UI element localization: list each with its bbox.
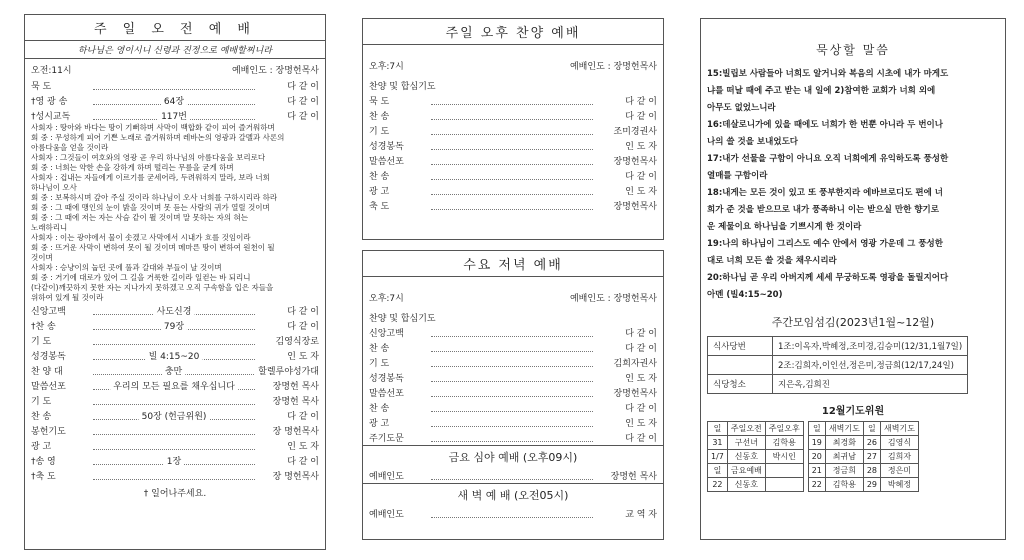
wednesday-leader: 예배인도 : 장명헌목사	[569, 294, 657, 304]
order-row	[25, 348, 325, 363]
order-detail: 사도신경	[154, 304, 195, 317]
prayer-tables	[701, 421, 1005, 492]
prayer-cell	[765, 478, 803, 492]
morning-order-bottom	[25, 303, 325, 483]
prayer-cell: 26	[863, 436, 880, 450]
responsive-line: 아름다움을 얻을 것이라	[31, 143, 109, 152]
responsive-line: 회 중 : 뜨거운 사막이 변하여 못이 될 것이며 메마른 땅이 변하여 원천이 될	[31, 243, 275, 252]
prayer-cell: 김학용	[765, 436, 803, 450]
order-value: 다 같 이	[625, 344, 657, 354]
prayer-cell: 21	[808, 464, 825, 478]
dawn-value: 교 역 자	[625, 510, 657, 520]
friday-dots	[431, 472, 593, 480]
order-row	[25, 393, 325, 408]
responsive-line: 회 중 : 너희는 약한 손을 강하게 하며 떨리는 무릎을 굳게 하며	[31, 163, 234, 172]
order-label: 신앙고백	[31, 307, 66, 317]
order-label: 주기도문	[369, 434, 404, 444]
prayer-header: 일	[863, 422, 880, 436]
order-label: †송 영	[31, 457, 56, 467]
order-value: 다 같 이	[287, 457, 319, 467]
verse-line: 아멘 (빌4:15~20)	[707, 290, 783, 300]
responsive-reading	[25, 123, 325, 303]
order-detail: 1장	[164, 454, 184, 467]
order-value: 장 명헌목사	[272, 472, 319, 482]
afternoon-service-panel	[362, 18, 664, 240]
schedule-table	[707, 336, 968, 394]
prayer-cell: 김학용	[825, 478, 863, 492]
prayer-cell: 구선녀	[727, 436, 765, 450]
responsive-line: 사회자 : 이는 광야에서 물이 솟겠고 사막에서 시내가 흐를 것임이라	[31, 233, 251, 242]
order-row	[25, 453, 325, 468]
wednesday-info	[363, 277, 663, 306]
order-dots	[431, 404, 593, 412]
order-label: 말씀선포	[369, 157, 404, 167]
afternoon-leader: 예배인도 : 장명헌목사	[569, 62, 657, 72]
order-value: 다 같 이	[287, 322, 319, 332]
verse-line: 18:내게는 모든 것이 있고 또 풍부한지라 에바브로디도 편에 너	[707, 188, 943, 198]
order-detail: 64장	[161, 94, 187, 107]
order-dots	[93, 427, 255, 435]
prayer-cell: 신동호	[727, 450, 765, 464]
order-row	[363, 168, 663, 183]
prayer-header: 일	[708, 422, 728, 436]
prayer-cell: 최경화	[825, 436, 863, 450]
order-label: 광 고	[369, 419, 390, 429]
prayer-header: 일	[808, 422, 825, 436]
order-label: 찬 양 대	[31, 367, 63, 377]
order-row	[25, 438, 325, 453]
order-row	[363, 153, 663, 168]
order-dots	[431, 434, 593, 442]
order-label: 찬 송	[369, 112, 390, 122]
schedule-row	[708, 356, 968, 375]
friday-title: 금요 심야 예배 (오후09시)	[448, 451, 578, 464]
order-dots	[431, 329, 593, 337]
order-row	[363, 183, 663, 198]
order-dots	[93, 112, 255, 120]
order-value: 인 도 자	[625, 187, 657, 197]
dawn-row	[363, 506, 663, 521]
morning-order-top	[25, 78, 325, 123]
schedule-row	[708, 375, 968, 394]
responsive-line: 회 중 : 무성하게 피어 기쁜 노래로 즐거워하며 레바논의 영광과 갈멜과 사론의	[31, 133, 285, 142]
meditation-title: 묵상할 말씀	[816, 43, 890, 57]
order-dots	[431, 97, 593, 105]
order-label: 광 고	[369, 187, 390, 197]
prayer-cell: 29	[863, 478, 880, 492]
prayer-cell: 신동호	[727, 478, 765, 492]
order-dots	[93, 367, 254, 375]
order-label: 찬 송	[369, 404, 390, 414]
order-row	[25, 93, 325, 108]
afternoon-title: 주일 오후 찬양 예배	[363, 19, 663, 45]
order-dots	[431, 172, 593, 180]
morning-service-panel	[24, 14, 326, 550]
order-value: 인 도 자	[625, 142, 657, 152]
prayer-cell: 20	[808, 450, 825, 464]
order-row	[363, 385, 663, 400]
dawn-label: 예배인도	[369, 510, 404, 520]
order-label: 묵 도	[31, 82, 52, 92]
order-dots	[431, 142, 593, 150]
order-row	[363, 198, 663, 213]
order-dots	[93, 397, 255, 405]
order-dots	[431, 359, 593, 367]
prayer-header: 새벽기도	[825, 422, 863, 436]
stand-note: † 일어나주세요.	[143, 489, 207, 499]
order-dots	[431, 187, 593, 195]
prayer-cell: 31	[708, 436, 728, 450]
order-detail: 79장	[161, 319, 187, 332]
order-dots	[93, 82, 255, 90]
verse-line: 15:빌립보 사람들아 너희도 알거니와 복음의 시초에 내가 마게도	[707, 69, 949, 79]
responsive-line: 회 중 : 보복하시며 갚아 주실 것이라 하나님이 오사 너희를 구하시리라 하라	[31, 193, 278, 202]
order-dots	[431, 344, 593, 352]
order-value: 다 같 이	[287, 82, 319, 92]
friday-value: 장명헌 목사	[610, 472, 657, 482]
order-value: 인 도 자	[625, 419, 657, 429]
order-value: 다 같 이	[625, 434, 657, 444]
dawn-title: 새 벽 예 배 (오전05시)	[457, 489, 569, 502]
prayer-cell: 19	[808, 436, 825, 450]
friday-row	[363, 468, 663, 483]
order-dots	[431, 157, 593, 165]
friday-service	[363, 445, 663, 483]
prayer-cell: 김희자	[881, 450, 919, 464]
order-value: 김영식장로	[275, 337, 319, 347]
order-row	[25, 318, 325, 333]
schedule-row	[708, 337, 968, 356]
order-dots	[431, 389, 593, 397]
friday-label: 예배인도	[369, 472, 404, 482]
wednesday-section-label: 찬양 및 합심기도	[369, 314, 436, 324]
order-label: 기 도	[369, 359, 390, 369]
order-dots	[93, 337, 255, 345]
order-dots	[93, 457, 255, 465]
order-label: †찬 송	[31, 322, 56, 332]
order-row	[363, 355, 663, 370]
wednesday-title: 수요 저녁 예배	[363, 251, 663, 277]
order-dots	[93, 442, 255, 450]
order-dots	[431, 202, 593, 210]
verse-line: 냐를 떠날 때에 주고 받는 내 일에 2)참여한 교회가 너희 외에	[707, 86, 936, 96]
prayer-table-left	[707, 421, 804, 492]
prayer-header: 주일오전	[727, 422, 765, 436]
order-label: 찬 송	[369, 344, 390, 354]
order-row	[363, 108, 663, 123]
order-row	[363, 370, 663, 385]
order-label: 광 고	[31, 442, 52, 452]
morning-time: 오전:11시	[31, 66, 72, 76]
schedule-label: 식사당번	[708, 337, 773, 356]
order-value: 인 도 자	[625, 374, 657, 384]
order-row	[363, 415, 663, 430]
order-label: 묵 도	[369, 97, 390, 107]
verse-line: 17:내가 선물을 구함이 아니요 오직 너희에게 유익하도록 풍성한	[707, 154, 949, 164]
schedule-value: 1조:이옥자,박혜정,조미경,김승미(12/31,1월7일)	[773, 337, 968, 356]
afternoon-section-label: 찬양 및 합심기도	[369, 82, 436, 92]
morning-info	[25, 59, 325, 78]
prayer-cell: 박혜정	[881, 478, 919, 492]
order-dots	[93, 382, 255, 390]
order-label: 봉헌기도	[31, 427, 66, 437]
afternoon-section	[363, 78, 663, 93]
schedule-label: 식당청소	[708, 375, 773, 394]
order-value: 장명헌목사	[613, 389, 657, 399]
order-row	[363, 138, 663, 153]
meditation-verses	[701, 66, 1005, 304]
prayer-title: 12월기도위원	[821, 406, 885, 417]
responsive-line: 사회자 : 승냥이의 눕던 곳에 풀과 갈대와 부들이 날 것이며	[31, 263, 222, 272]
responsive-line: 것이며	[31, 253, 53, 262]
prayer-cell: 일	[708, 464, 728, 478]
prayer-cell: 정은미	[881, 464, 919, 478]
order-value: 다 같 이	[287, 307, 319, 317]
responsive-line: 사회자 : 겁내는 자들에게 이르기를 굳세어라, 두려워하지 말라, 보라 너희	[31, 173, 270, 182]
order-detail: 빌 4:15~20	[146, 349, 203, 362]
order-value: 다 같 이	[287, 412, 319, 422]
order-dots	[93, 412, 255, 420]
dawn-dots	[431, 510, 593, 518]
order-value: 다 같 이	[287, 97, 319, 107]
prayer-cell: 1/7	[708, 450, 728, 464]
responsive-line: (다같이)깨끗하지 못한 자는 지나가지 못하겠고 오직 구속함을 입은 자들을	[31, 283, 274, 292]
order-value: 다 같 이	[625, 97, 657, 107]
order-value: 다 같 이	[625, 329, 657, 339]
afternoon-time: 오후:7시	[369, 62, 404, 72]
prayer-table-right	[808, 421, 919, 492]
order-label: 성경봉독	[369, 142, 404, 152]
order-value: 장명헌 목사	[272, 397, 319, 407]
order-value: 장명헌 목사	[272, 382, 319, 392]
order-label: 말씀선포	[369, 389, 404, 399]
verse-line: 운 제물이요 하나님을 기쁘시게 한 것이라	[707, 222, 862, 232]
order-value: 장 명헌목사	[272, 427, 319, 437]
order-label: 기 도	[369, 127, 390, 137]
verse-line: 열매를 구함이라	[707, 171, 768, 181]
order-dots	[93, 307, 255, 315]
order-row	[25, 408, 325, 423]
morning-subtitle: 하나님은 영이시니 신령과 진정으로 예배할찌니라	[25, 41, 325, 59]
order-label: †축 도	[31, 472, 56, 482]
order-value: 인 도 자	[287, 352, 319, 362]
order-value: 다 같 이	[625, 404, 657, 414]
prayer-cell: 정금희	[825, 464, 863, 478]
order-label: 축 도	[369, 202, 390, 212]
order-label: 말씀선포	[31, 382, 66, 392]
order-dots	[431, 127, 593, 135]
order-dots	[431, 374, 593, 382]
wednesday-service-panel	[362, 250, 664, 540]
order-value: 조미경권사	[613, 127, 657, 137]
order-row	[25, 363, 325, 378]
responsive-line: 위하여 있게 될 것이라	[31, 293, 104, 302]
order-label: 기 도	[31, 397, 52, 407]
verse-line: 19:나의 하나님이 그리스도 예수 안에서 영광 가운데 그 풍성한	[707, 239, 943, 249]
order-dots	[93, 97, 255, 105]
order-value: 장명헌목사	[613, 202, 657, 212]
verse-line: 대로 너희 모든 쓸 것을 채우시리라	[707, 256, 837, 266]
order-detail: 충만	[162, 364, 185, 377]
verse-line: 아무도 없었느니라	[707, 103, 776, 113]
responsive-line: 사회자 : 그것들이 여호와의 영광 곧 우리 하나님의 아름다움을 보리로다	[31, 153, 266, 162]
afternoon-info	[363, 45, 663, 74]
morning-title: 주 일 오 전 예 배	[25, 15, 325, 41]
prayer-header: 주일오후	[765, 422, 803, 436]
order-dots	[93, 352, 255, 360]
responsive-line: 회 중 : 그 때에 맹인의 눈이 밝을 것이며 못 듣는 사람의 귀가 열릴 것이며	[31, 203, 270, 212]
order-label: †성시교독	[31, 112, 71, 122]
order-value: 다 같 이	[625, 112, 657, 122]
order-label: 성경봉독	[369, 374, 404, 384]
prayer-header: 새벽기도	[881, 422, 919, 436]
verse-line: 희가 준 것을 받으므로 내가 풍족하니 이는 받으실 만한 향기로	[707, 205, 939, 215]
order-value: 다 같 이	[625, 172, 657, 182]
verse-line: 16:데살로니가에 있을 때에도 너희가 한 번뿐 아니라 두 번이나	[707, 120, 943, 130]
order-row	[25, 378, 325, 393]
order-row	[25, 78, 325, 93]
wednesday-section	[363, 310, 663, 325]
order-detail: 117번	[158, 109, 190, 122]
prayer-cell	[765, 464, 803, 478]
wednesday-order	[363, 325, 663, 445]
responsive-line: 회 중 : 거기에 대로가 있어 그 길을 거룩한 길이라 일컫는 바 되리니	[31, 273, 251, 282]
order-row	[363, 340, 663, 355]
order-value: 김희자권사	[613, 359, 657, 369]
verse-line: 20:하나님 곧 우리 아버지께 세세 무궁하도록 영광을 돌릴지어다	[707, 273, 949, 283]
verse-line: 나의 쓸 것을 보내었도다	[707, 137, 798, 147]
schedule-title: 주간모임섬김(2023년1월~12월)	[771, 316, 935, 329]
order-row	[363, 325, 663, 340]
prayer-cell: 22	[808, 478, 825, 492]
order-label: 성경봉독	[31, 352, 66, 362]
prayer-cell: 김영식	[881, 436, 919, 450]
responsive-line: 사회자 : 땅아와 바다는 땅이 기뻐하며 사막이 백합화 같이 피어 즐거워하며	[31, 123, 275, 132]
schedule-value: 지은옥,김희진	[773, 375, 968, 394]
order-row	[25, 108, 325, 123]
responsive-line: 하나님이 오사	[31, 183, 77, 192]
order-value: 장명헌목사	[613, 157, 657, 167]
prayer-cell: 최귀남	[825, 450, 863, 464]
prayer-cell: 22	[708, 478, 728, 492]
order-dots	[93, 472, 255, 480]
order-row	[363, 123, 663, 138]
order-label: 기 도	[31, 337, 52, 347]
morning-leader: 예배인도 : 장명헌목사	[231, 66, 319, 76]
order-dots	[431, 419, 593, 427]
order-row	[363, 430, 663, 445]
prayer-cell: 금요예배	[727, 464, 765, 478]
order-label: 찬 송	[369, 172, 390, 182]
prayer-cell: 28	[863, 464, 880, 478]
dawn-service	[363, 483, 663, 521]
afternoon-order	[363, 93, 663, 213]
order-row	[363, 93, 663, 108]
order-value: 다 같 이	[287, 112, 319, 122]
order-label: 찬 송	[31, 412, 52, 422]
responsive-line: 회 중 : 그 때에 저는 자는 사슴 같이 뛸 것이며 말 못하는 자의 혀는	[31, 213, 249, 222]
prayer-cell: 박시인	[765, 450, 803, 464]
order-value: 인 도 자	[287, 442, 319, 452]
meditation-panel	[700, 18, 1006, 540]
responsive-line: 노래하리니	[31, 223, 68, 232]
order-detail: 우리의 모든 필요를 채우십니다	[110, 379, 238, 392]
order-row	[25, 333, 325, 348]
wednesday-time: 오후:7시	[369, 294, 404, 304]
order-row	[25, 468, 325, 483]
order-value: 할렐루야성가대	[258, 367, 319, 377]
order-dots	[93, 322, 255, 330]
order-row	[363, 400, 663, 415]
order-detail: 50장 (헌금위원)	[139, 409, 210, 422]
prayer-cell: 27	[863, 450, 880, 464]
order-label: †영 광 송	[31, 97, 68, 107]
schedule-label	[708, 356, 773, 375]
order-dots	[431, 112, 593, 120]
order-row	[25, 303, 325, 318]
order-row	[25, 423, 325, 438]
order-label: 신앙고백	[369, 329, 404, 339]
schedule-value: 2조:김희자,이인선,정은미,정금희(12/17,24일)	[773, 356, 968, 375]
